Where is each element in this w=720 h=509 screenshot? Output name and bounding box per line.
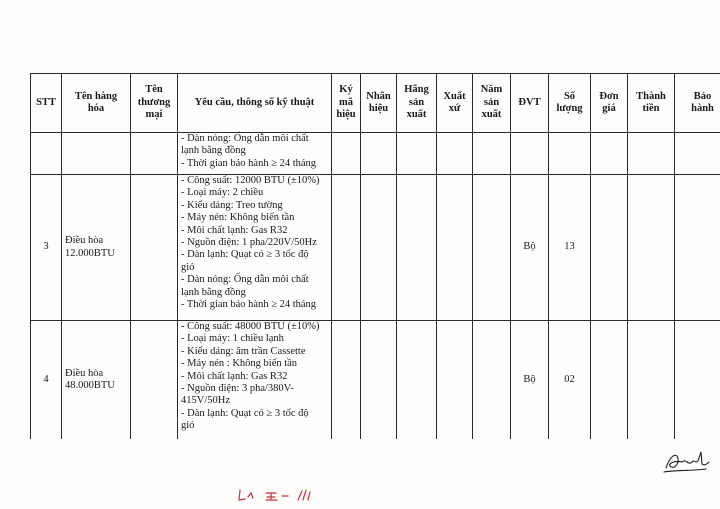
column-header-line: lượng: [556, 103, 583, 114]
unit-cell: [511, 133, 549, 175]
quantity-cell: 02: [549, 321, 591, 440]
brand-cell: [361, 321, 397, 440]
warranty-cell: [675, 321, 720, 440]
trade-name-cell: [131, 175, 178, 321]
column-header-specifications: [178, 74, 332, 133]
column-header-brand: [361, 74, 397, 133]
amount-cell: [628, 133, 675, 175]
column-header-line: Tên hàng: [74, 90, 118, 102]
spec-line: gió: [181, 420, 195, 432]
column-header-trade-name: [131, 74, 178, 133]
manufacturer-cell: [397, 133, 437, 175]
spec-line: - Môi chất lạnh: Gas R32: [181, 224, 288, 236]
column-header-model-code: [332, 74, 361, 133]
column-header-line: mã: [339, 96, 353, 108]
unit-cell: Bộ: [511, 175, 549, 321]
column-header-line: Bảo: [693, 90, 712, 102]
spec-line: - Loại máy: 1 chiều lạnh: [181, 333, 284, 345]
column-header-line: giá: [602, 103, 616, 114]
amount-cell: [628, 175, 675, 321]
year-cell: [473, 175, 511, 321]
column-header-line: thương: [137, 96, 171, 108]
stt-cell: [31, 133, 62, 175]
brand-cell: [361, 133, 397, 175]
spec-cell: [178, 133, 332, 175]
spec-line: - Kiểu dáng: Treo tường: [181, 199, 283, 211]
spec-line: - Nguồn điện: 3 pha/380V-: [181, 383, 294, 395]
warranty-cell: [675, 175, 720, 321]
spec-line: - Dàn lạnh: Quạt có ≥ 3 tốc độ: [181, 407, 309, 419]
column-header-line: sản: [408, 96, 425, 108]
spec-line: - Thời gian bảo hành ≥ 24 tháng: [181, 157, 317, 169]
column-header-amount: [628, 74, 675, 133]
trade-name-cell: [131, 321, 178, 440]
red-stamp-mark: [236, 487, 330, 503]
spec-cell: [178, 175, 332, 321]
table-row: [31, 321, 720, 440]
column-header-line: xứ: [448, 103, 461, 114]
model-code-cell: [332, 133, 361, 175]
column-header-manufacturer: [397, 74, 437, 133]
column-header-origin: [437, 74, 473, 133]
column-header-quantity: [549, 74, 591, 133]
unit-cell: Bộ: [511, 321, 549, 440]
column-header-line: Năm: [480, 84, 503, 96]
column-header-line: Yêu cầu, thông số kỹ thuật: [194, 96, 315, 108]
year-cell: [473, 321, 511, 440]
column-header-line: hiệu: [368, 103, 389, 114]
spec-line: - Loại máy: 2 chiều: [181, 187, 264, 199]
amount-cell: [628, 321, 675, 440]
column-header-line: Tên: [145, 84, 163, 96]
column-header-production-year: [473, 74, 511, 133]
handwritten-signature: [660, 446, 712, 476]
column-header-line: hóa: [87, 103, 105, 114]
column-header-line: Hãng: [404, 84, 429, 96]
origin-cell: [437, 133, 473, 175]
spec-line: 415V/50Hz: [181, 395, 230, 407]
spec-line: - Máy nén : Không biến tần: [181, 358, 298, 370]
column-header-line: Thành: [636, 90, 666, 102]
column-header-stt: [31, 74, 62, 133]
column-header-line: Ký: [339, 84, 353, 96]
unit-price-cell: [591, 321, 628, 440]
column-header-line: Số: [563, 90, 576, 102]
origin-cell: [437, 175, 473, 321]
warranty-cell: [675, 133, 720, 175]
column-header-line: Nhãn: [366, 90, 391, 102]
origin-cell: [437, 321, 473, 440]
product-name-cell: [62, 133, 131, 175]
model-code-cell: [332, 321, 361, 440]
quantity-cell: 13: [549, 175, 591, 321]
spec-line: lạnh bằng đồng: [181, 145, 246, 157]
product-name-cell: Điều hòa 48.000BTU: [62, 321, 131, 440]
unit-price-cell: [591, 133, 628, 175]
brand-cell: [361, 175, 397, 321]
column-header-line: tiền: [642, 103, 660, 114]
spec-line: gió: [181, 261, 195, 273]
model-code-cell: [332, 175, 361, 321]
column-header-line: Xuất: [443, 90, 466, 102]
spec-line: - Công suất: 48000 BTU (±10%): [181, 321, 320, 332]
year-cell: [473, 133, 511, 175]
unit-price-cell: [591, 175, 628, 321]
product-name-cell: Điều hòa 12.000BTU: [62, 175, 131, 321]
spec-line: - Dàn nóng: Ống dẫn môi chất: [181, 274, 309, 286]
specification-table: [30, 73, 720, 439]
column-header-line: ĐVT: [518, 96, 541, 108]
table-row: [31, 133, 720, 175]
spec-line: - Công suất: 12000 BTU (±10%): [181, 175, 320, 186]
spec-cell: [178, 321, 332, 440]
trade-name-cell: [131, 133, 178, 175]
manufacturer-cell: [397, 175, 437, 321]
table-row: [31, 175, 720, 321]
column-header-line: hành: [691, 103, 714, 114]
spec-line: - Kiểu dáng: âm trần Cassette: [181, 345, 306, 357]
spec-line: - Dàn lạnh: Quạt có ≥ 3 tốc độ: [181, 249, 309, 261]
column-header-line: mại: [145, 109, 163, 121]
column-header-warranty: [675, 74, 720, 133]
stt-cell: 3: [31, 175, 62, 321]
spec-line: - Nguồn điện: 1 pha/220V/50Hz: [181, 237, 317, 249]
manufacturer-cell: [397, 321, 437, 440]
quantity-cell: [549, 133, 591, 175]
spec-line: - Thời gian bảo hành ≥ 24 tháng: [181, 299, 317, 311]
spec-line: lạnh bằng đồng: [181, 286, 246, 298]
column-header-unit-price: [591, 74, 628, 133]
column-header-line: Đơn: [599, 90, 619, 102]
column-header-line: sản: [483, 96, 500, 108]
column-header-product-name: [62, 74, 131, 133]
column-header-unit: [511, 74, 549, 133]
stt-cell: 4: [31, 321, 62, 440]
table-header-row: [31, 74, 720, 133]
spec-line: - Dàn nóng: Ống dẫn môi chất: [181, 133, 309, 144]
column-header-line: xuất: [481, 109, 502, 121]
spec-line: - Máy nén: Không biến tần: [181, 212, 295, 224]
column-header-line: STT: [36, 96, 56, 108]
column-header-line: hiệu: [336, 109, 356, 121]
spec-line: - Môi chất lạnh: Gas R32: [181, 370, 288, 382]
column-header-line: xuất: [406, 109, 427, 121]
